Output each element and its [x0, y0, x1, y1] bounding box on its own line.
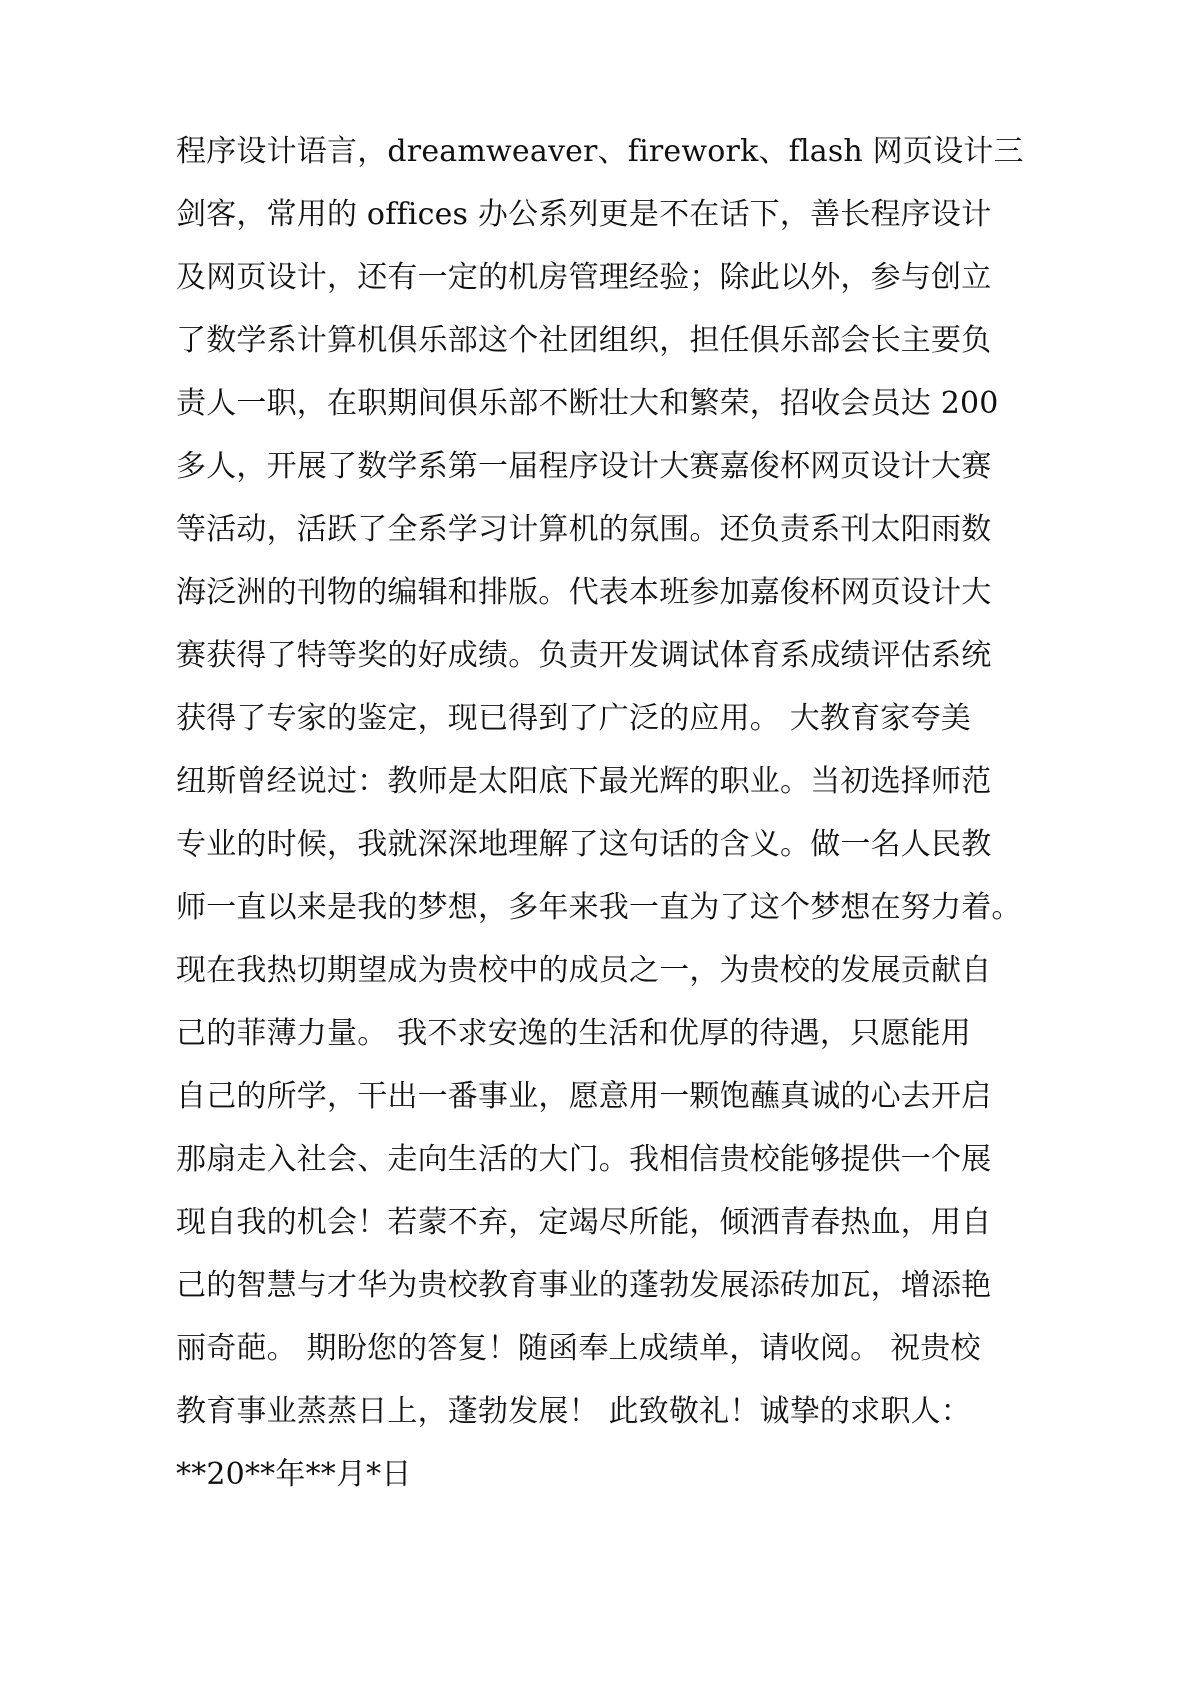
text-line: 了数学系计算机俱乐部这个社团组织，担任俱乐部会长主要负 — [176, 323, 992, 358]
text-line: 多人，开展了数学系第一届程序设计大赛嘉俊杯网页设计大赛 — [176, 449, 992, 484]
text-line: 自己的所学，干出一番事业，愿意用一颗饱蘸真诚的心去开启 — [176, 1079, 992, 1114]
text-line: 那扇走入社会、走向生活的大门。我相信贵校能够提供一个展 — [176, 1142, 992, 1177]
text-line: 等活动，活跃了全系学习计算机的氛围。还负责系刊太阳雨数 — [176, 512, 992, 547]
text-line: 现自我的机会！若蒙不弃，定竭尽所能，倾洒青春热血，用自 — [176, 1205, 992, 1240]
text-line: 丽奇葩。 期盼您的答复！随函奉上成绩单，请收阅。 祝贵校 — [176, 1331, 981, 1366]
text-line: 纽斯曾经说过：教师是太阳底下最光辉的职业。当初选择师范 — [176, 764, 992, 799]
text-line: 教育事业蒸蒸日上，蓬勃发展！ 此致敬礼！诚挚的求职人： — [176, 1394, 971, 1429]
text-line: 赛获得了特等奖的好成绩。负责开发调试体育系成绩评估系统 — [176, 638, 992, 673]
text-line: 及网页设计，还有一定的机房管理经验；除此以外，参与创立 — [176, 260, 992, 295]
body-text — [176, 120, 1056, 1506]
text-line: 己的菲薄力量。 我不求安逸的生活和优厚的待遇，只愿能用 — [176, 1016, 971, 1051]
text-line: 程序设计语言，dreamweaver、firework、flash 网页设计三 — [176, 134, 1024, 169]
signature-date-line: **20**年**月*日 — [176, 1457, 412, 1492]
text-line: 己的智慧与才华为贵校教育事业的蓬勃发展添砖加瓦，增添艳 — [176, 1268, 992, 1303]
text-line: 专业的时候，我就深深地理解了这句话的含义。做一名人民教 — [176, 827, 992, 862]
text-line: 获得了专家的鉴定，现已得到了广泛的应用。 大教育家夸美 — [176, 701, 971, 736]
text-line: 海泛洲的刊物的编辑和排版。代表本班参加嘉俊杯网页设计大 — [176, 575, 992, 610]
text-line: 剑客，常用的 offices 办公系列更是不在话下，善长程序设计 — [176, 197, 992, 232]
text-line: 师一直以来是我的梦想，多年来我一直为了这个梦想在努力着。 — [176, 890, 1022, 925]
text-line: 现在我热切期望成为贵校中的成员之一，为贵校的发展贡献自 — [176, 953, 992, 988]
text-line: 责人一职，在职期间俱乐部不断壮大和繁荣，招收会员达 200 — [176, 386, 999, 421]
